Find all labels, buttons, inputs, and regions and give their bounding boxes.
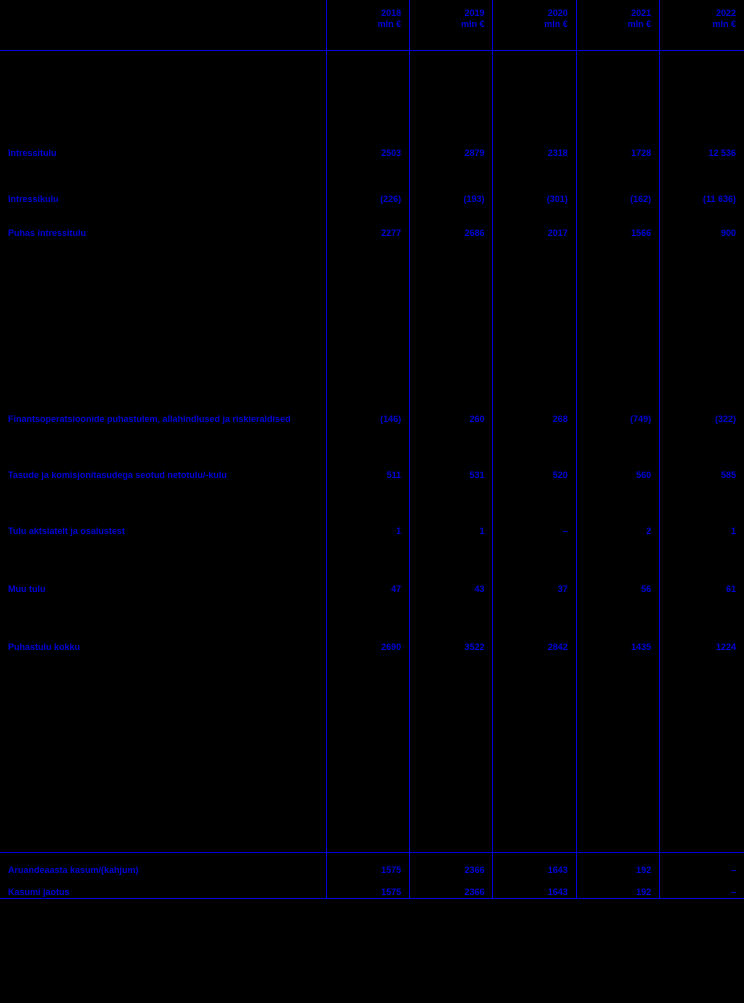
table-row [0,537,744,595]
column-header-2019 [410,0,493,51]
table-cell-value: 1 [326,481,409,537]
row-label [0,595,326,653]
table-cell-value: 2366 [410,853,493,876]
column-header-2022-year: 2022 [715,8,736,18]
table-cell-value: 2879 [410,103,493,159]
table-cell-value: 1566 [576,205,659,239]
table-cell-value: 1224 [660,595,744,653]
table-cell-value: 37 [493,537,576,595]
table-cell-empty [576,239,659,359]
table-row [0,653,744,853]
table-cell-value: 12 536 [660,103,744,159]
table-row [0,51,744,103]
row-label-spacer [0,51,326,103]
table-row [0,205,744,239]
table-cell-value: 2017 [493,205,576,239]
table-cell-value: 260 [410,359,493,425]
table-row [0,239,744,359]
column-header-2022-unit: mln € [712,19,736,29]
table-cell-value: 43 [410,537,493,595]
row-label [0,481,326,537]
table-cell-value: 3522 [410,595,493,653]
table-cell-value: 2277 [326,205,409,239]
table-cell-value: 1 [410,481,493,537]
table-cell-empty [576,653,659,853]
table-cell-value: 1643 [493,853,576,876]
table-cell-value: 560 [576,425,659,481]
column-header-2022 [660,0,744,51]
column-header-2018-year: 2018 [381,8,402,18]
row-label-text: Puhas intressitulu [8,227,87,238]
table-cell-value: 61 [660,537,744,595]
table-cell-empty [326,653,409,853]
column-header-2021-year: 2021 [631,8,652,18]
column-header-2020-unit: mln € [544,19,568,29]
table-cell-empty [493,653,576,853]
row-label-spacer [0,239,326,359]
row-label [0,537,326,595]
table-cell-value: 2318 [493,103,576,159]
table-body [0,51,744,899]
row-label-spacer [0,653,326,853]
table-cell-value: 900 [660,205,744,239]
table-row [0,425,744,481]
row-label [0,853,326,876]
table-cell-value: (11 636) [660,159,744,205]
table-cell-value: 1643 [493,876,576,899]
column-header-2018 [326,0,409,51]
table-cell-empty [410,653,493,853]
column-header-2020 [493,0,576,51]
table-cell-value: 2503 [326,103,409,159]
table-row [0,876,744,899]
column-header-label [0,0,326,51]
row-label-text: Aruandeaasta kasum/(kahjum) [8,864,139,875]
row-label-text: Tasude ja komisjonitasudega seotud netotulu/-kulu [8,469,227,480]
row-label-text: Puhastulu kokku [8,641,81,652]
row-label-text: Muu tulu [8,583,46,594]
table-cell-empty [410,51,493,103]
table-cell-value: – [660,853,744,876]
table-cell-empty [326,239,409,359]
row-label [0,359,326,425]
row-label-text: Intressikulu [8,193,59,204]
table-header-row [0,0,744,51]
table-cell-value: (193) [410,159,493,205]
table-cell-value: (146) [326,359,409,425]
table-cell-empty [326,51,409,103]
row-label [0,103,326,159]
table-cell-value: (749) [576,359,659,425]
table-cell-empty [660,51,744,103]
table-cell-value: 520 [493,425,576,481]
row-label-text: Finantsoperatsioonide puhastulem, allahindlused ja riskieraldised [8,413,291,424]
row-label [0,425,326,481]
column-header-2021 [576,0,659,51]
table-cell-value: (301) [493,159,576,205]
table-cell-value: 2686 [410,205,493,239]
table-cell-value: 2 [576,481,659,537]
table-row [0,853,744,876]
table-cell-empty [660,653,744,853]
table-cell-value: 511 [326,425,409,481]
table-cell-value: 268 [493,359,576,425]
column-header-2021-unit: mln € [627,19,652,29]
table-row [0,359,744,425]
table-cell-value: 2690 [326,595,409,653]
table-header [0,0,744,51]
row-label-text: Tulu aktsiatelt ja osalustest [8,525,125,536]
table-cell-value: 192 [576,853,659,876]
row-label [0,876,326,899]
row-label-text: Kasumi jaotus [8,887,70,897]
row-label [0,205,326,239]
table-cell-value: 1 [660,481,744,537]
table-row [0,103,744,159]
table-cell-value: 531 [410,425,493,481]
table-cell-value: 47 [326,537,409,595]
table-cell-empty [493,239,576,359]
column-header-2019-year: 2019 [464,8,485,18]
column-header-2018-unit: mln € [377,19,402,29]
table-cell-empty [493,51,576,103]
table-row [0,595,744,653]
table-cell-value: 585 [660,425,744,481]
table-cell-value: – [660,876,744,899]
table-cell-value: (322) [660,359,744,425]
row-label-text: Intressitulu [8,147,57,158]
table-cell-value: 1575 [326,853,409,876]
table-cell-value: 1575 [326,876,409,899]
table-row [0,481,744,537]
table-cell-value: 192 [576,876,659,899]
table-cell-value: 56 [576,537,659,595]
table-cell-value: (162) [576,159,659,205]
row-label [0,159,326,205]
table-cell-empty [576,51,659,103]
column-header-2020-year: 2020 [547,8,568,18]
table-cell-value: 1435 [576,595,659,653]
column-header-2019-unit: mln € [460,19,485,29]
table-cell-value: 2366 [410,876,493,899]
table-cell-value: – [493,481,576,537]
table-cell-value: 2842 [493,595,576,653]
table-cell-empty [410,239,493,359]
table-cell-value: (226) [326,159,409,205]
table-cell-empty [660,239,744,359]
table-row [0,159,744,205]
table-cell-value: 1728 [576,103,659,159]
